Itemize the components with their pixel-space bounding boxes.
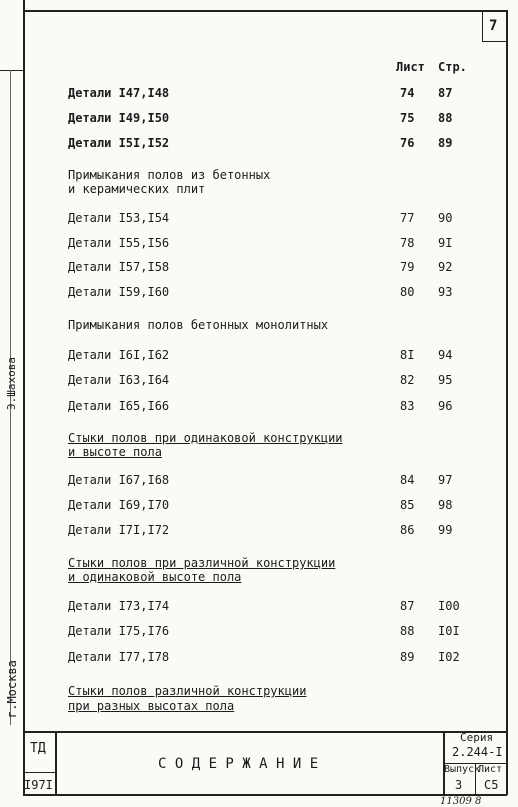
row-label: Детали I5I,I52 (68, 136, 170, 150)
row-label: Детали I73,I74 (68, 599, 170, 613)
title-block-top (23, 731, 507, 733)
document-title: С О Д Е Р Ж А Н И Е (158, 756, 319, 772)
section-title-line: и керамических плит (68, 182, 206, 196)
row-sheet: 85 (400, 498, 415, 512)
bottom-border (23, 794, 507, 796)
row-label: Детали I77,I78 (68, 650, 170, 664)
section-title-line: при разных высотах пола (68, 699, 235, 713)
row-page: 97 (438, 473, 453, 487)
row-label: Детали I59,I60 (68, 285, 170, 299)
section-title-line: Стыки полов при различной конструкции (68, 556, 336, 570)
top-border (23, 10, 507, 12)
row-page: 90 (438, 211, 453, 225)
row-label: Детали I55,I56 (68, 236, 170, 250)
row-sheet: 87 (400, 599, 415, 613)
row-page: 99 (438, 523, 453, 537)
row-sheet: 75 (400, 111, 415, 125)
issue-number: 3 (455, 778, 463, 792)
series-label: Серия (460, 731, 494, 744)
section-title-line: Стыки полов различной конструкции (68, 684, 307, 698)
issue-label: Выпуск (444, 764, 481, 775)
row-label: Детали I6I,I62 (68, 348, 170, 362)
org-code: ТД (30, 741, 46, 756)
row-sheet: 8I (400, 348, 415, 362)
row-sheet: 78 (400, 236, 415, 250)
row-sheet: 83 (400, 399, 415, 413)
row-page: 87 (438, 86, 453, 100)
row-label: Детали I7I,I72 (68, 523, 170, 537)
row-label: Детали I69,I70 (68, 498, 170, 512)
section-title-line: Примыкания полов бетонных монолитных (68, 318, 329, 332)
row-label: Детали I49,I50 (68, 111, 170, 125)
row-sheet: 88 (400, 624, 415, 638)
right-border (506, 10, 508, 795)
sheet-number: С5 (484, 778, 499, 792)
row-sheet: 77 (400, 211, 415, 225)
row-page: I0I (438, 624, 460, 638)
section-title-line: Примыкания полов из бетонных (68, 168, 271, 182)
row-page: 89 (438, 136, 453, 150)
row-sheet: 79 (400, 260, 415, 274)
header-sheet: Лист (396, 60, 425, 74)
archive-stamp: 11309 8 (440, 796, 482, 807)
row-sheet: 74 (400, 86, 415, 100)
row-sheet: 76 (400, 136, 415, 150)
title-block-left-row (23, 772, 56, 773)
row-sheet: 84 (400, 473, 415, 487)
row-label: Детали I67,I68 (68, 473, 170, 487)
row-page: I00 (438, 599, 460, 613)
header-page: Стр. (438, 60, 467, 74)
row-sheet: 89 (400, 650, 415, 664)
page-number: 7 (489, 18, 498, 34)
row-label: Детали I47,I48 (68, 86, 170, 100)
section-title-line: и высоте пола (68, 445, 162, 459)
row-page: 93 (438, 285, 453, 299)
row-page: 94 (438, 348, 453, 362)
row-page: 95 (438, 373, 453, 387)
row-sheet: 86 (400, 523, 415, 537)
row-page: 98 (438, 498, 453, 512)
row-page: I02 (438, 650, 460, 664)
row-page: 96 (438, 399, 453, 413)
row-page: 88 (438, 111, 453, 125)
row-label: Детали I75,I76 (68, 624, 170, 638)
row-page: 92 (438, 260, 453, 274)
section-title-line: и одинаковой высоте пола (68, 570, 242, 584)
row-label: Детали I57,I58 (68, 260, 170, 274)
row-sheet: 82 (400, 373, 415, 387)
year: I97I (24, 778, 53, 792)
series-number: 2.244-I (452, 745, 503, 759)
row-label: Детали I63,I64 (68, 373, 170, 387)
side-city: г.Москва (5, 660, 19, 718)
row-label: Детали I53,I54 (68, 211, 170, 225)
left-margin-line (23, 0, 25, 795)
side-name: Э.Шахова (5, 357, 18, 410)
row-label: Детали I65,I66 (68, 399, 170, 413)
section-title-line: Стыки полов при одинаковой конструкции (68, 431, 343, 445)
sheet-label: Лист (478, 764, 503, 775)
row-page: 9I (438, 236, 453, 250)
row-sheet: 80 (400, 285, 415, 299)
left-stub-line (0, 70, 24, 71)
title-block-left-col (55, 731, 57, 795)
